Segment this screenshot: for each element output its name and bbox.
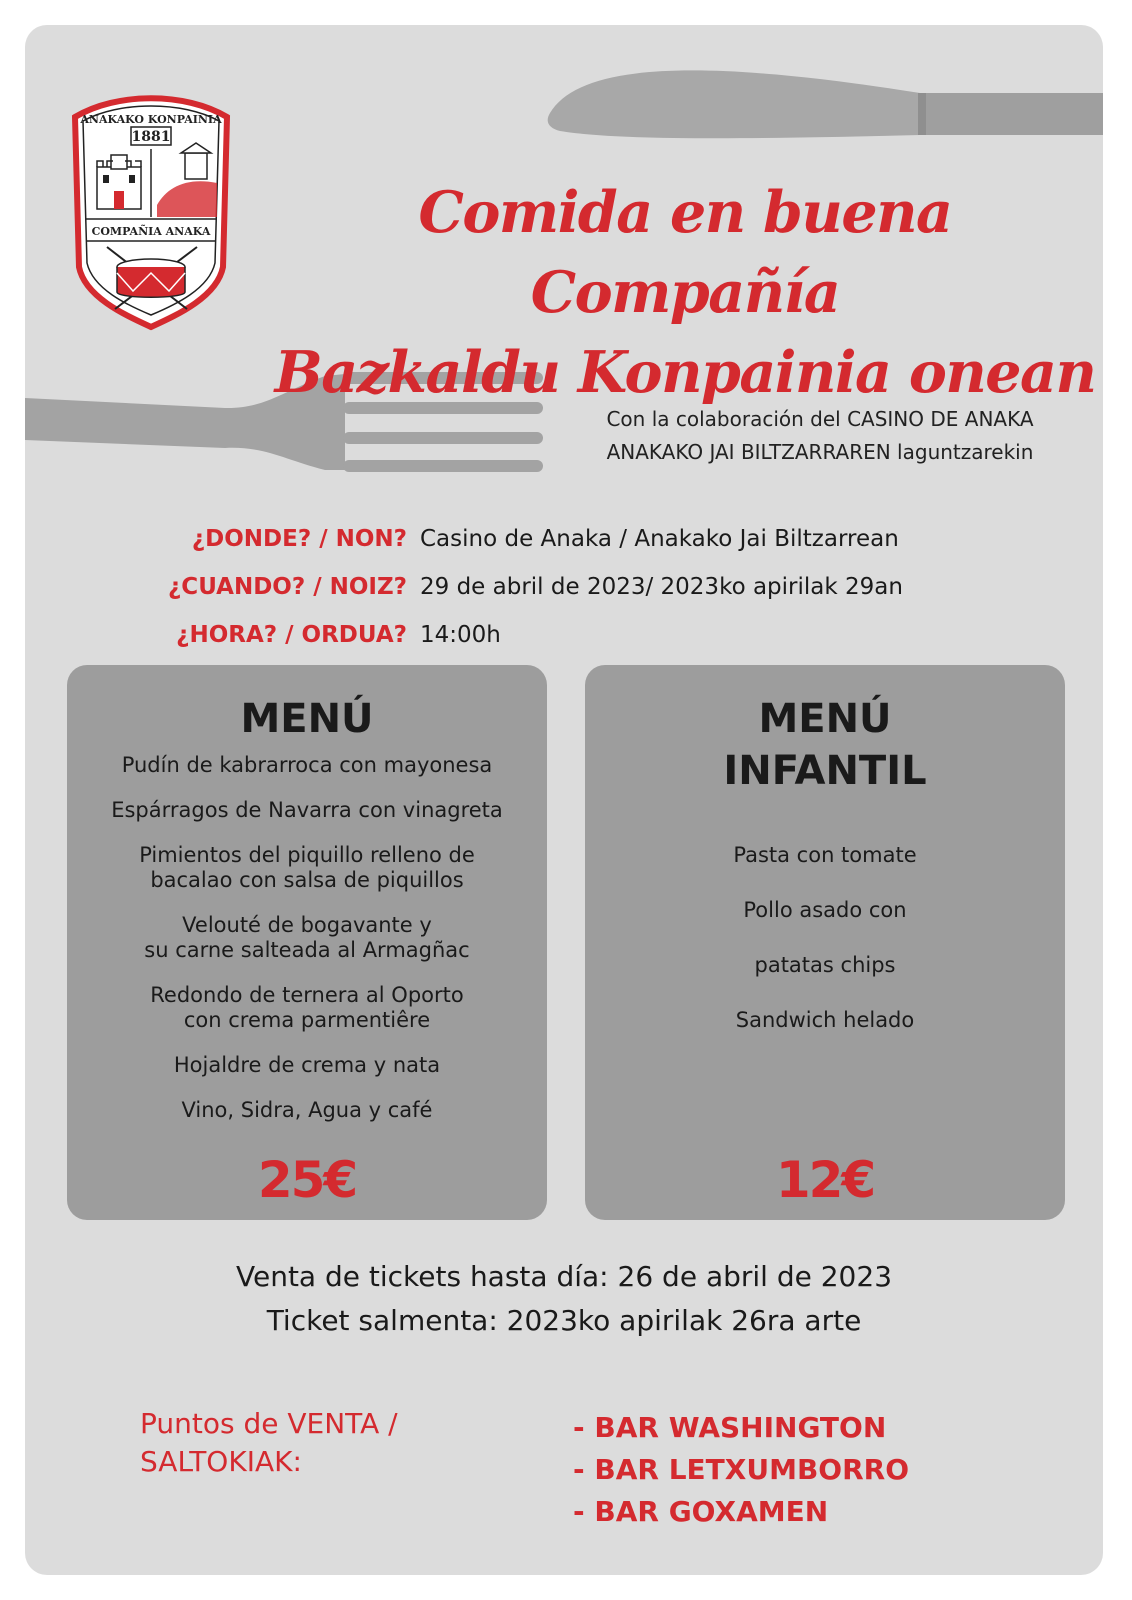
menu-item-line: Pudín de kabrarroca con mayonesa	[121, 753, 493, 777]
menu-price: 25€	[257, 1151, 357, 1209]
menu-item	[67, 1098, 547, 1123]
title-spanish: Comida en buena Compañía	[418, 179, 952, 326]
kids-menu-box	[585, 665, 1065, 1220]
info-row-time	[85, 611, 903, 659]
sale-point: - BAR LETXUMBORRO	[573, 1453, 910, 1486]
info-value: Casino de Anaka / Anakako Jai Biltzarrean	[420, 526, 899, 552]
info-row-when	[85, 563, 903, 611]
sale-line-1: Venta de tickets hasta día: 26 de abril de 2023	[235, 1260, 893, 1293]
collab-line-1: Con la colaboración del CASINO DE ANAKA	[606, 407, 1034, 431]
ticket-sale-note	[25, 1255, 1103, 1343]
menu-item	[67, 913, 547, 963]
info-label: ¿CUANDO? / NOIZ?	[167, 574, 407, 600]
menu-item	[67, 983, 547, 1033]
collaboration-note	[545, 403, 1095, 469]
logo-top-text: ANAKAKO KONPAINIA	[80, 113, 222, 126]
menu-item-line: bacalao con salsa de piquillos	[150, 868, 464, 892]
menu-item-line: Redondo de ternera al Oporto	[150, 983, 464, 1007]
menu-item	[67, 843, 547, 893]
kids-heading-line-2: INFANTIL	[723, 748, 927, 794]
info-value: 29 de abril de 2023/ 2023ko apirilak 29an	[420, 574, 903, 600]
info-label: ¿HORA? / ORDUA?	[176, 622, 407, 648]
title-basque: Bazkaldu Konpainia onean	[274, 339, 1096, 406]
points-label-line-2: SALTOKIAK:	[140, 1445, 302, 1478]
sale-points-list	[573, 1407, 909, 1533]
sale-line-2: Ticket salmenta: 2023ko apirilak 26ra arte	[266, 1304, 862, 1337]
kids-menu-heading	[585, 693, 1065, 797]
poster	[25, 25, 1103, 1575]
info-label: ¿DONDE? / NON?	[191, 526, 407, 552]
collab-line-2: ANAKAKO JAI BILTZARRAREN laguntzarekin	[606, 440, 1034, 464]
menu-item	[67, 1053, 547, 1078]
menu-item-line: Velouté de bogavante y	[182, 913, 432, 937]
menu-heading: MENÚ	[240, 696, 374, 742]
menu-item-line: Pimientos del piquillo relleno de	[139, 843, 475, 867]
menu-item	[67, 798, 547, 823]
event-title	[265, 173, 1103, 413]
kids-heading-line-1: MENÚ	[758, 696, 892, 742]
adult-menu-box	[67, 665, 547, 1220]
kids-menu-item: Sandwich helado	[735, 1008, 915, 1032]
sale-point: - BAR WASHINGTON	[573, 1411, 887, 1444]
info-value: 14:00h	[420, 622, 501, 648]
info-row-where	[85, 515, 903, 563]
menu-item-line: su carne salteada al Armagñac	[144, 938, 470, 962]
knife-icon	[540, 43, 1103, 153]
sale-points-label	[140, 1405, 398, 1481]
menu-item	[67, 753, 547, 778]
menu-item-line: con crema parmentiêre	[183, 1008, 431, 1032]
kids-menu-item: Pasta con tomate	[733, 843, 917, 867]
sale-point: - BAR GOXAMEN	[573, 1495, 829, 1528]
logo-bottom-text: COMPAÑIA ANAKA	[91, 225, 211, 238]
kids-menu-price: 12€	[775, 1151, 875, 1209]
menu-item-line: Vino, Sidra, Agua y café	[181, 1098, 433, 1122]
menu-item-line: Hojaldre de crema y nata	[173, 1053, 441, 1077]
company-logo	[67, 87, 235, 337]
points-label-line-1: Puntos de VENTA /	[140, 1407, 398, 1440]
menu-item-line: Espárragos de Navarra con vinagreta	[111, 798, 503, 822]
kids-menu-item: patatas chips	[754, 953, 896, 977]
event-info	[85, 515, 903, 659]
logo-year: 1881	[131, 129, 171, 145]
menu-items	[67, 753, 547, 1143]
kids-menu-items	[585, 843, 1065, 1063]
kids-menu-item: Pollo asado con	[743, 898, 907, 922]
